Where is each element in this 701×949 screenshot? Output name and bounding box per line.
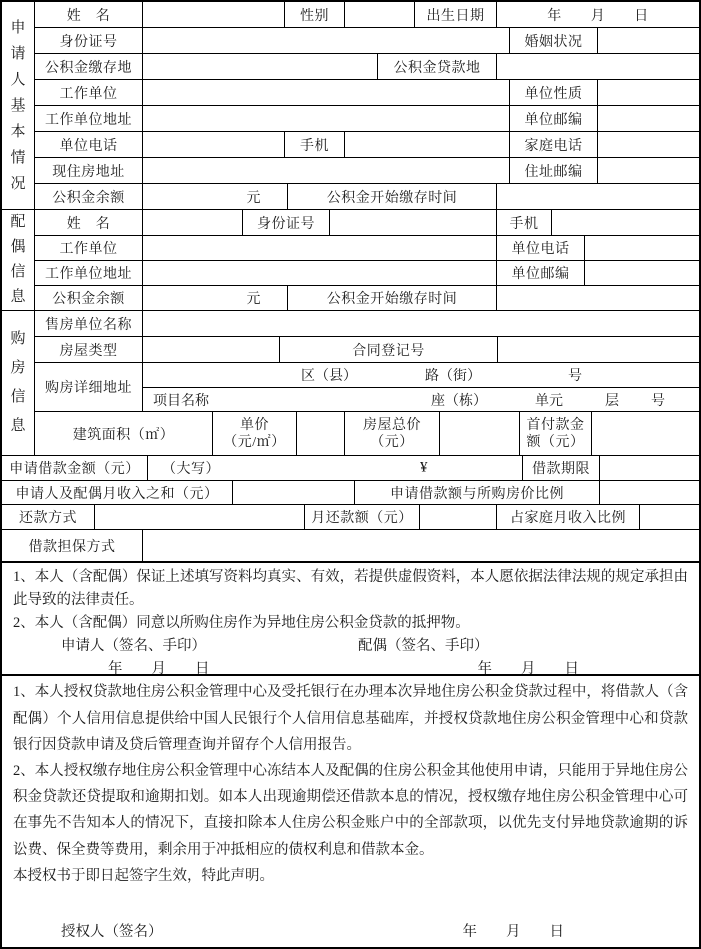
- authorization-item-1: 1、本人授权贷款地住房公积金管理中心及受托银行在办理本次异地住房公积金贷款过程中，将借款人（含配偶）个人信用信息提供给中国人民银行个人信用信息基础库，并授权贷款地住房公积金管理中心和贷款银行因贷款申请及贷后管理查询并留存个人信用报告。: [13, 684, 688, 753]
- applicant-marital-input[interactable]: [598, 28, 699, 53]
- declaration-item-1: 1、本人（含配偶）保证上述填写资料均真实、有效，若提供虚假资料，本人愿依据法律法规的规定承担由此导致的法律责任。: [13, 569, 688, 609]
- down-payment-label: [520, 412, 592, 454]
- currency-symbol: ¥: [420, 459, 428, 476]
- applicant-employer-type-label: 单位性质: [510, 80, 598, 105]
- row-spouse-name: [35, 210, 699, 235]
- house-no-label: 号: [568, 369, 582, 385]
- spouse-fund-balance-label: 公积金余额: [35, 286, 143, 310]
- section-applicant-side: [2, 2, 35, 209]
- applicant-home-zip-label: 住址邮编: [510, 158, 598, 183]
- applicant-mobile-input[interactable]: [345, 132, 510, 157]
- row-applicant-id: [35, 28, 699, 54]
- down-payment-label-line1: 首付款金: [526, 417, 585, 433]
- section-authorization: [2, 676, 699, 947]
- applicant-gender-input[interactable]: [345, 2, 415, 27]
- authorization-item-2: 2、本人授权缴存地住房公积金管理中心冻结本人及配偶的住房公积金其他使用申请，只能用于异地住房公积金贷款还贷提取和逾期扣划。如本人出现逾期偿还借款本息的情况，授权缴存地住房公积金管理中心可在事先不告知本人的情况下，直接扣除本人住房公积金账户中的全部款项，以优先支付异地贷款逾期的诉讼费、保全费等费用，剩余用于冲抵相应的债权利息和借款本金。: [13, 762, 688, 858]
- row-applicant-employer-addr: [35, 106, 699, 132]
- row-applicant-phones: [35, 132, 699, 158]
- loan-amount-label: 申请借款金额（元）: [2, 456, 148, 480]
- applicant-employer-zip-label: 单位邮编: [510, 106, 598, 131]
- section-applicant: [2, 2, 699, 210]
- unit-price-label-line2: （元/㎡）: [223, 434, 286, 450]
- applicant-birth-label: 出生日期: [415, 2, 497, 27]
- spouse-employer-label: 工作单位: [35, 236, 143, 260]
- row-applicant-employer: [35, 80, 699, 106]
- applicant-employer-label: 工作单位: [35, 80, 143, 105]
- row-seller: [35, 311, 699, 337]
- section-loan: [2, 456, 699, 531]
- applicant-fund-start-input[interactable]: [497, 184, 699, 209]
- fund-deposit-place-label: 公积金缴存地: [35, 54, 143, 79]
- spouse-id-label: 身份证号: [243, 210, 330, 234]
- income-sum-label: 申请人及配偶月收入之和（元）: [2, 481, 233, 505]
- applicant-id-input[interactable]: [143, 28, 510, 53]
- authorization-item-3: 本授权书于即日起签字生效，特此声明。: [13, 867, 274, 884]
- spouse-name-label: 姓 名: [35, 210, 143, 234]
- house-addr-label: 购房详细地址: [35, 363, 143, 411]
- applicant-employer-type-input[interactable]: [598, 80, 699, 105]
- contract-no-label: 合同登记号: [280, 337, 498, 362]
- applicant-employer-addr-label: 工作单位地址: [35, 106, 143, 131]
- spouse-sign-date[interactable]: 年 月 日: [477, 661, 579, 678]
- fund-loan-place-input[interactable]: [497, 54, 699, 79]
- guarantee-input[interactable]: [143, 530, 699, 561]
- road-label: 路（街）: [425, 369, 481, 385]
- row-loan-amount: [2, 456, 699, 481]
- fund-loan-place-label: 公积金贷款地: [378, 54, 497, 79]
- authorization-date[interactable]: 年 月 日: [462, 924, 564, 940]
- applicant-employer-tel-input[interactable]: [143, 132, 285, 157]
- house-type-label: 房屋类型: [35, 337, 143, 362]
- district-label: 区（县）: [301, 369, 357, 385]
- spouse-signature-label: 配偶（签名、手印）: [358, 638, 489, 655]
- unit-label: 单元: [535, 393, 563, 409]
- loan-amount-caps-label: （大写）: [162, 461, 220, 477]
- repay-method-label: 还款方式: [2, 505, 95, 529]
- applicant-birth-date-input[interactable]: 年 月 日: [547, 8, 649, 24]
- house-addr-line1-input[interactable]: [143, 363, 699, 388]
- guarantee-label: 借款担保方式: [2, 530, 143, 561]
- house-type-input[interactable]: [143, 337, 280, 362]
- monthly-repay-input[interactable]: [420, 505, 497, 529]
- spouse-fund-balance-input[interactable]: 元: [143, 286, 288, 310]
- spouse-fund-start-input[interactable]: [497, 286, 699, 310]
- total-price-label-line1: 房屋总价: [363, 417, 421, 433]
- spouse-employer-addr-label: 工作单位地址: [35, 261, 143, 285]
- down-payment-label-line2: 额（元）: [526, 434, 585, 450]
- applicant-marital-label: 婚姻状况: [510, 28, 598, 53]
- row-house-address: [35, 363, 699, 412]
- applicant-fund-balance-label: 公积金余额: [35, 184, 143, 209]
- loan-term-label: 借款期限: [523, 456, 600, 480]
- applicant-employer-zip-input[interactable]: [598, 106, 699, 131]
- applicant-name-input[interactable]: [143, 2, 285, 27]
- unit-price-input[interactable]: [297, 412, 345, 454]
- authorizer-signature-label: 授权人（签名）: [61, 924, 163, 940]
- building-label: 座（栋）: [431, 393, 487, 409]
- row-repayment: [2, 505, 699, 529]
- room-no-label: 号: [651, 393, 665, 409]
- house-addr-line2-input[interactable]: [143, 388, 699, 412]
- spouse-mobile-label: 手机: [497, 210, 552, 234]
- row-spouse-employer: [35, 236, 699, 261]
- loan-price-ratio-label: 申请借款额与所购房价比例: [355, 481, 600, 505]
- total-price-label-line2: （元）: [370, 434, 414, 450]
- income-ratio-label: 占家庭月收入比例: [497, 505, 640, 529]
- down-payment-input[interactable]: [592, 412, 699, 454]
- applicant-home-tel-input[interactable]: [598, 132, 699, 157]
- row-fund-places: [35, 54, 699, 80]
- applicant-gender-label: 性别: [285, 2, 345, 27]
- applicant-signature-label: 申请人（签名、手印）: [61, 638, 206, 655]
- income-sum-input[interactable]: [233, 481, 355, 505]
- floor-label: 层: [605, 393, 619, 409]
- row-guarantee: [2, 530, 699, 561]
- unit-price-label-line1: 单价: [240, 417, 269, 433]
- spouse-name-input[interactable]: [143, 210, 243, 234]
- seller-name-label: 售房单位名称: [35, 311, 143, 336]
- section-declaration: [2, 563, 699, 676]
- loan-term-input[interactable]: [600, 456, 699, 480]
- fund-deposit-place-input[interactable]: [143, 54, 378, 79]
- total-price-input[interactable]: [440, 412, 520, 454]
- section-house: [2, 311, 699, 455]
- spouse-mobile-input[interactable]: [552, 210, 699, 234]
- applicant-home-addr-input[interactable]: [143, 158, 510, 183]
- contract-no-input[interactable]: [498, 337, 699, 362]
- loan-price-ratio-input[interactable]: [600, 481, 699, 505]
- row-spouse-fund: [35, 286, 699, 310]
- income-ratio-input[interactable]: [640, 505, 699, 529]
- spouse-employer-tel-input[interactable]: [585, 236, 699, 260]
- applicant-sign-date[interactable]: 年 月 日: [108, 661, 210, 678]
- row-house-type: [35, 337, 699, 363]
- applicant-home-tel-label: 家庭电话: [510, 132, 598, 157]
- applicant-home-addr-label: 现住房地址: [35, 158, 143, 183]
- monthly-repay-label: 月还款额（元）: [305, 505, 420, 529]
- spouse-employer-zip-input[interactable]: [585, 261, 699, 285]
- applicant-name-label: 姓 名: [35, 2, 143, 27]
- section-spouse-side: [2, 210, 35, 310]
- seller-name-input[interactable]: [143, 311, 699, 336]
- applicant-employer-addr-input[interactable]: [143, 106, 510, 131]
- applicant-home-zip-input[interactable]: [598, 158, 699, 183]
- loan-amount-input[interactable]: [148, 456, 523, 480]
- row-area-price: [35, 412, 699, 454]
- spouse-employer-input[interactable]: [143, 236, 497, 260]
- section-applicant-title: 申请人基本情况: [10, 19, 26, 192]
- applicant-mobile-label: 手机: [285, 132, 345, 157]
- project-name-label: 项目名称: [153, 393, 209, 409]
- applicant-fund-start-label: 公积金开始缴存时间: [288, 184, 497, 209]
- section-house-side: [2, 311, 35, 454]
- spouse-fund-start-label: 公积金开始缴存时间: [288, 286, 497, 310]
- spouse-id-input[interactable]: [330, 210, 497, 234]
- total-price-label: [345, 412, 440, 454]
- area-label: 建筑面积（㎡）: [35, 412, 213, 454]
- applicant-employer-tel-label: 单位电话: [35, 132, 143, 157]
- section-house-title: 购房信息: [10, 331, 26, 435]
- unit-price-label: [213, 412, 297, 454]
- applicant-employer-input[interactable]: [143, 80, 510, 105]
- row-applicant-home-addr: [35, 158, 699, 184]
- section-spouse-title: 配偶信息: [10, 214, 26, 306]
- row-applicant-fund: [35, 184, 699, 209]
- row-income-sum: [2, 481, 699, 506]
- repay-method-input[interactable]: [95, 505, 305, 529]
- declaration-item-2: 2、本人（含配偶）同意以所购住房作为异地住房公积金贷款的抵押物。: [13, 615, 470, 632]
- section-spouse: [2, 210, 699, 311]
- row-applicant-name: [35, 2, 699, 28]
- spouse-employer-addr-input[interactable]: [143, 261, 497, 285]
- applicant-fund-balance-input[interactable]: 元: [143, 184, 288, 209]
- row-spouse-employer-addr: [35, 261, 699, 286]
- spouse-employer-tel-label: 单位电话: [497, 236, 585, 260]
- spouse-employer-zip-label: 单位邮编: [497, 261, 585, 285]
- section-guarantee: [2, 530, 699, 563]
- applicant-id-label: 身份证号: [35, 28, 143, 53]
